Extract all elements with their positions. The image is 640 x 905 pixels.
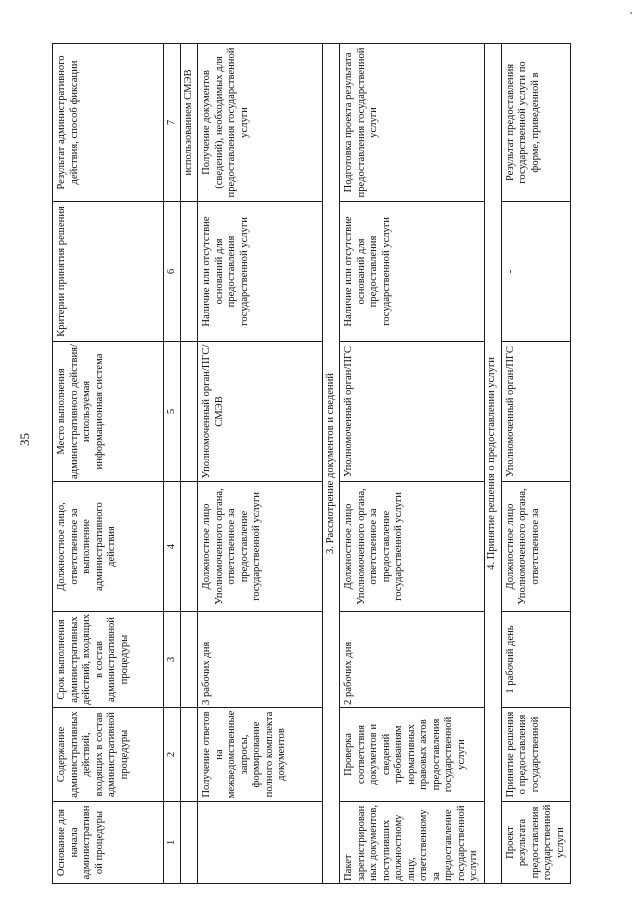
table-cell: Результат предоставления государственной услуги по форме, приведенной в bbox=[501, 44, 571, 202]
header-cell: Критерии принятия решения bbox=[53, 202, 164, 342]
table-cell: использованием СМЭВ bbox=[181, 44, 198, 202]
table-cell: Уполномоченный орган/ПГС bbox=[340, 342, 485, 482]
header-cell: Основание для начала административной процедуры bbox=[53, 802, 164, 884]
column-number: 4 bbox=[164, 482, 181, 612]
section-title: 4. Принятие решения о предоставлении услуги bbox=[484, 44, 501, 884]
table-cell: Должностное лицо Уполномоченного органа, ответственное за предоставление государственной услуги bbox=[340, 482, 485, 612]
column-number: 3 bbox=[164, 612, 181, 708]
table-cell: Принятие решения о предоставления государственной bbox=[501, 708, 571, 802]
section-title: 3. Рассмотрение документов и сведений bbox=[323, 44, 340, 884]
table-cell: 1 рабочий день bbox=[501, 612, 571, 708]
table-row bbox=[198, 44, 323, 884]
header-cell: Содержание административных действий, входящих в состав административной процедуры bbox=[53, 708, 164, 802]
header-cell: Срок выполнения административных действий, входящих в состав административной процедуры bbox=[53, 612, 164, 708]
section-row bbox=[484, 44, 501, 884]
table-row bbox=[501, 44, 571, 884]
table-cell: Проверка соответствия документов и сведений требованиям нормативных правовых актов предоставления государственной услуги bbox=[340, 708, 485, 802]
table-cell: - bbox=[501, 202, 571, 342]
table-cell: Пакет зарегистрированных документов, поступивших должностному лицу, ответственному за предоставление государственной услуги bbox=[340, 802, 485, 884]
table-cell: Уполномоченный орган/ПГС bbox=[501, 342, 571, 482]
scan-speck bbox=[630, 12, 632, 14]
continuation-row bbox=[181, 44, 198, 884]
procedure-table bbox=[52, 43, 571, 884]
table-cell: Наличие или отсутствие оснований для предоставления государственной услуги bbox=[198, 202, 323, 342]
column-number: 1 bbox=[164, 802, 181, 884]
section-row bbox=[323, 44, 340, 884]
page-number: 35 bbox=[17, 433, 32, 446]
column-number: 6 bbox=[164, 202, 181, 342]
column-number: 2 bbox=[164, 708, 181, 802]
table-cell: Подготовка проекта результата предоставления государственной услуги bbox=[340, 44, 485, 202]
header-cell: Результат административного действия, способ фиксации bbox=[53, 44, 164, 202]
table-cell: Наличие или отсутствие оснований для предоставления государственной услуги bbox=[340, 202, 485, 342]
rotated-table-container bbox=[52, 44, 566, 884]
table-cell bbox=[198, 802, 323, 884]
table-cell: Уполномоченный орган/ПГС/СМЭВ bbox=[198, 342, 323, 482]
table-cell: Должностное лицо Уполномоченного органа, ответственное за предоставление государственной услуги bbox=[198, 482, 323, 612]
table-row bbox=[340, 44, 485, 884]
column-number: 5 bbox=[164, 342, 181, 482]
table-cell: Проект результата предоставления государственной услуги bbox=[501, 802, 571, 884]
table-header-row bbox=[53, 44, 164, 884]
table-cell: 3 рабочих дня bbox=[198, 612, 323, 708]
table-cell: Получение ответов на межведомственные запросы, формирование полного комплекта документов bbox=[198, 708, 323, 802]
header-cell: Должностное лицо, ответственное за выполнение административного действия bbox=[53, 482, 164, 612]
table-cell: 2 рабочих дня bbox=[340, 612, 485, 708]
table-cell: Должностное лицо Уполномоченного органа, ответственное за bbox=[501, 482, 571, 612]
column-number-row bbox=[164, 44, 181, 884]
column-number: 7 bbox=[164, 44, 181, 202]
table-cell: Получение документов (сведений), необходимых для предоставления государственной услуги bbox=[198, 44, 323, 202]
header-cell: Место выполнения административного действия/используемая информационная система bbox=[53, 342, 164, 482]
